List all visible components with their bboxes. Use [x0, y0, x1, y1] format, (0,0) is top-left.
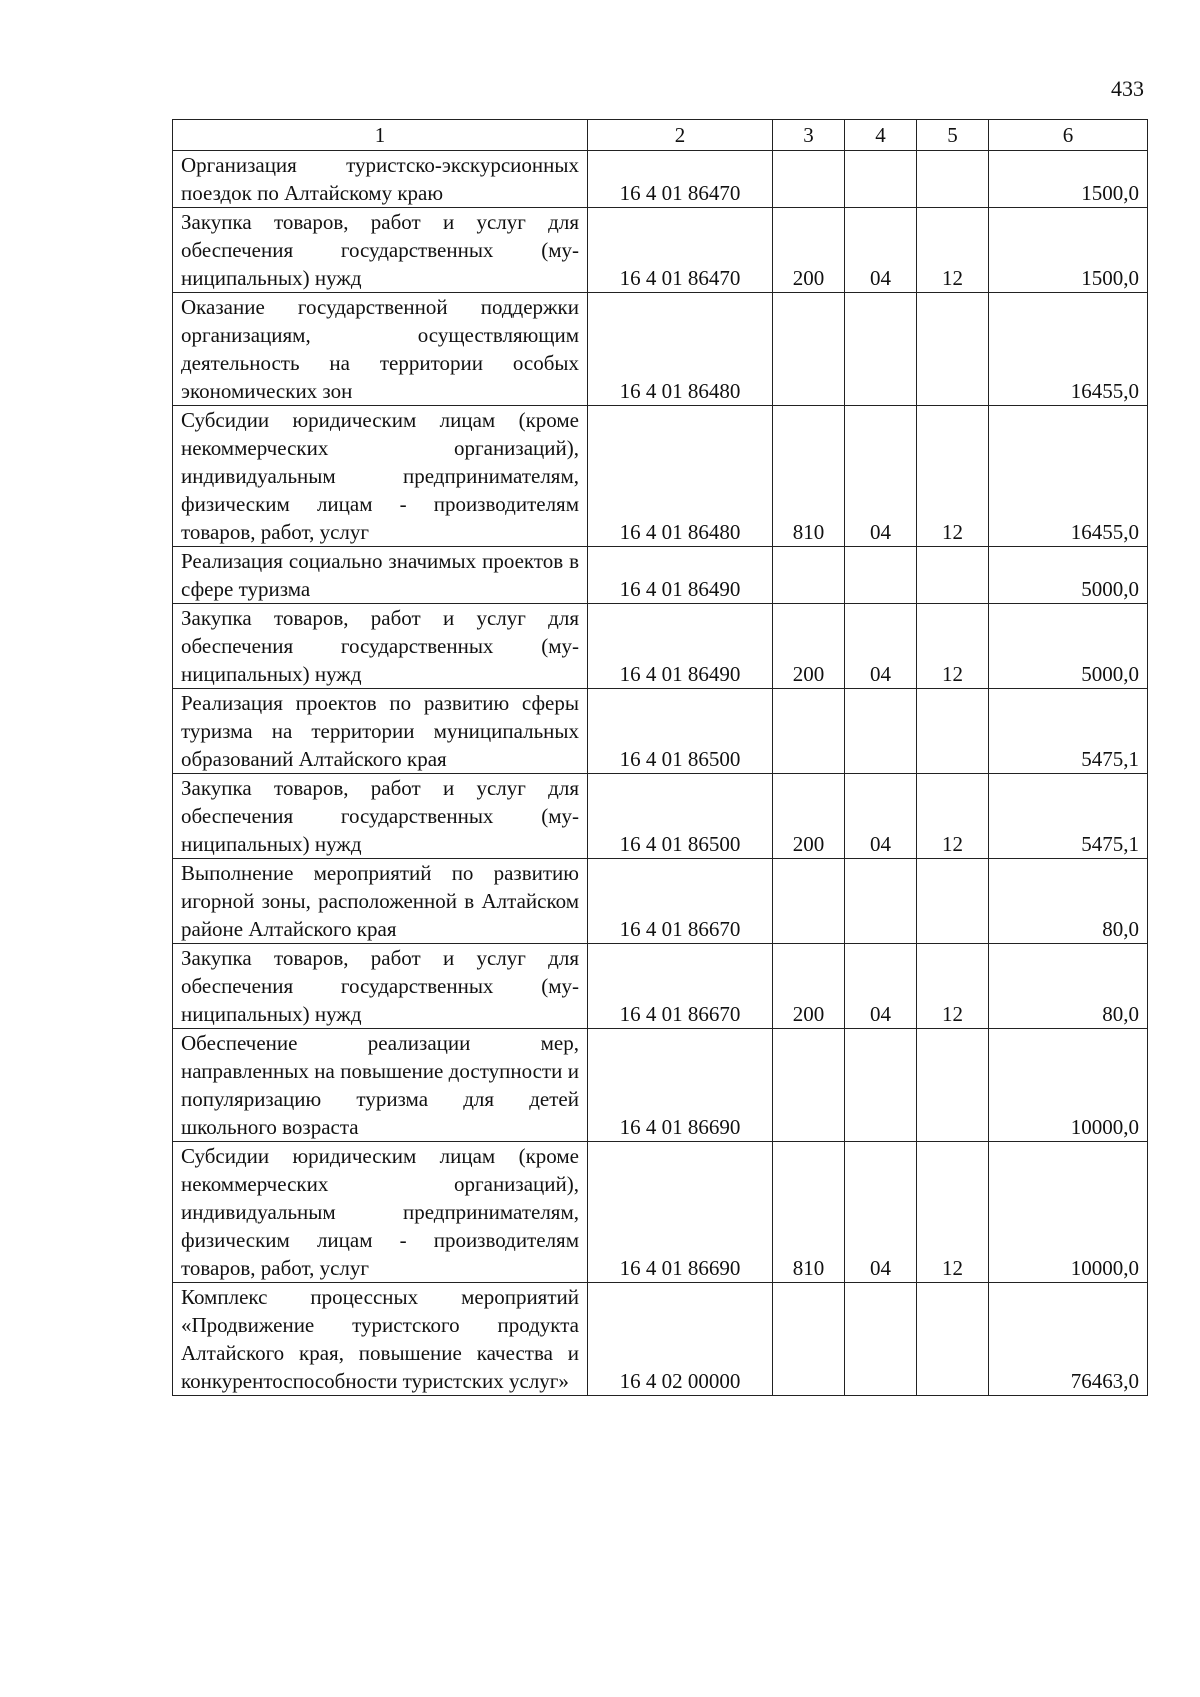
table-row [173, 1029, 1148, 1142]
table-row [173, 859, 1148, 944]
table-row [173, 944, 1148, 1029]
row-code-cell: 16 4 01 86500 [588, 689, 773, 774]
row-col4-cell [845, 1283, 917, 1396]
budget-table [172, 119, 1148, 1396]
row-name-cell: Закупка товаров, работ и услуг для обеспечения государственных (муниципальных) нужд [173, 944, 588, 1029]
row-col4-cell [845, 151, 917, 208]
row-amount-cell: 80,0 [989, 944, 1148, 1029]
row-name-cell: Закупка товаров, работ и услуг для обеспечения государственных (муниципальных) нужд [173, 604, 588, 689]
row-code-cell: 16 4 01 86690 [588, 1142, 773, 1283]
row-col3-cell [773, 689, 845, 774]
row-code-cell: 16 4 01 86480 [588, 293, 773, 406]
table-row [173, 604, 1148, 689]
row-col4-cell [845, 293, 917, 406]
row-amount-cell: 16455,0 [989, 293, 1148, 406]
row-name-cell: Закупка товаров, работ и услуг для обеспечения государственных (муниципальных) нужд [173, 774, 588, 859]
row-col3-cell: 810 [773, 1142, 845, 1283]
row-name-cell: Оказание государственной поддержки организациям, осуществляющим деятельность на территории особых экономических зон [173, 293, 588, 406]
row-col3-cell [773, 1283, 845, 1396]
column-header-3: 3 [773, 120, 845, 151]
row-col4-cell [845, 859, 917, 944]
row-code-cell: 16 4 01 86500 [588, 774, 773, 859]
row-code-cell: 16 4 01 86490 [588, 547, 773, 604]
row-amount-cell: 76463,0 [989, 1283, 1148, 1396]
row-amount-cell: 5000,0 [989, 604, 1148, 689]
table-row [173, 547, 1148, 604]
row-amount-cell: 1500,0 [989, 151, 1148, 208]
row-col5-cell: 12 [917, 774, 989, 859]
row-name-cell: Организация туристско-экскурсионных поездок по Алтайскому краю [173, 151, 588, 208]
row-col4-cell: 04 [845, 944, 917, 1029]
row-amount-cell: 80,0 [989, 859, 1148, 944]
row-col5-cell [917, 689, 989, 774]
table-row [173, 689, 1148, 774]
row-col5-cell: 12 [917, 604, 989, 689]
row-col3-cell: 200 [773, 774, 845, 859]
row-amount-cell: 5475,1 [989, 689, 1148, 774]
table-row [173, 1283, 1148, 1396]
row-col3-cell [773, 1029, 845, 1142]
row-col4-cell: 04 [845, 406, 917, 547]
row-col3-cell [773, 151, 845, 208]
table-row [173, 151, 1148, 208]
row-col5-cell [917, 1283, 989, 1396]
row-col3-cell [773, 293, 845, 406]
table-row [173, 406, 1148, 547]
row-col4-cell: 04 [845, 604, 917, 689]
row-name-cell: Закупка товаров, работ и услуг для обеспечения государственных (муниципальных) нужд [173, 208, 588, 293]
row-amount-cell: 16455,0 [989, 406, 1148, 547]
row-name-cell: Обеспечение реализации мер, направленных на повышение доступности и популяризацию туризма для детей школьного возраста [173, 1029, 588, 1142]
table-row [173, 293, 1148, 406]
row-amount-cell: 10000,0 [989, 1029, 1148, 1142]
page-number: 433 [1111, 76, 1144, 101]
row-code-cell: 16 4 01 86670 [588, 859, 773, 944]
row-col3-cell: 200 [773, 604, 845, 689]
header-row [173, 120, 1148, 151]
row-col5-cell [917, 293, 989, 406]
row-col4-cell: 04 [845, 774, 917, 859]
row-name-cell: Реализация социально значимых проектов в сфере туризма [173, 547, 588, 604]
row-col4-cell: 04 [845, 208, 917, 293]
row-name-cell: Субсидии юридическим лицам (кроме некоммерческих организаций), индивидуальным предпринимателям, физическим лицам - производителям товаров, работ, услуг [173, 406, 588, 547]
row-col5-cell: 12 [917, 1142, 989, 1283]
row-name-cell: Выполнение мероприятий по развитию игорной зоны, расположенной в Алтайском районе Алтайского края [173, 859, 588, 944]
row-col3-cell: 810 [773, 406, 845, 547]
row-code-cell: 16 4 01 86470 [588, 208, 773, 293]
row-amount-cell: 10000,0 [989, 1142, 1148, 1283]
row-col3-cell: 200 [773, 208, 845, 293]
table-header [173, 120, 1148, 151]
row-amount-cell: 1500,0 [989, 208, 1148, 293]
row-amount-cell: 5000,0 [989, 547, 1148, 604]
row-col5-cell: 12 [917, 944, 989, 1029]
row-name-cell: Реализация проектов по развитию сферы туризма на территории муниципальных образований Алтайского края [173, 689, 588, 774]
row-col5-cell [917, 151, 989, 208]
row-col5-cell [917, 1029, 989, 1142]
row-col5-cell [917, 859, 989, 944]
row-col4-cell: 04 [845, 1142, 917, 1283]
table-body [173, 151, 1148, 1396]
row-code-cell: 16 4 01 86480 [588, 406, 773, 547]
row-col3-cell: 200 [773, 944, 845, 1029]
column-header-4: 4 [845, 120, 917, 151]
table-row [173, 1142, 1148, 1283]
column-header-6: 6 [989, 120, 1148, 151]
row-name-cell: Субсидии юридическим лицам (кроме некоммерческих организаций), индивидуальным предпринимателям, физическим лицам - производителям товаров, работ, услуг [173, 1142, 588, 1283]
row-code-cell: 16 4 01 86490 [588, 604, 773, 689]
table-row [173, 208, 1148, 293]
column-header-5: 5 [917, 120, 989, 151]
row-code-cell: 16 4 01 86670 [588, 944, 773, 1029]
column-header-2: 2 [588, 120, 773, 151]
row-code-cell: 16 4 01 86470 [588, 151, 773, 208]
row-col3-cell [773, 859, 845, 944]
row-col5-cell: 12 [917, 208, 989, 293]
row-col5-cell: 12 [917, 406, 989, 547]
row-col5-cell [917, 547, 989, 604]
column-header-1: 1 [173, 120, 588, 151]
table-row [173, 774, 1148, 859]
row-col3-cell [773, 547, 845, 604]
row-code-cell: 16 4 02 00000 [588, 1283, 773, 1396]
row-col4-cell [845, 689, 917, 774]
row-amount-cell: 5475,1 [989, 774, 1148, 859]
row-name-cell: Комплекс процессных мероприятий «Продвижение туристского продукта Алтайского края, повышение качества и конкурентоспособности туристских услуг» [173, 1283, 588, 1396]
row-col4-cell [845, 547, 917, 604]
row-code-cell: 16 4 01 86690 [588, 1029, 773, 1142]
row-col4-cell [845, 1029, 917, 1142]
